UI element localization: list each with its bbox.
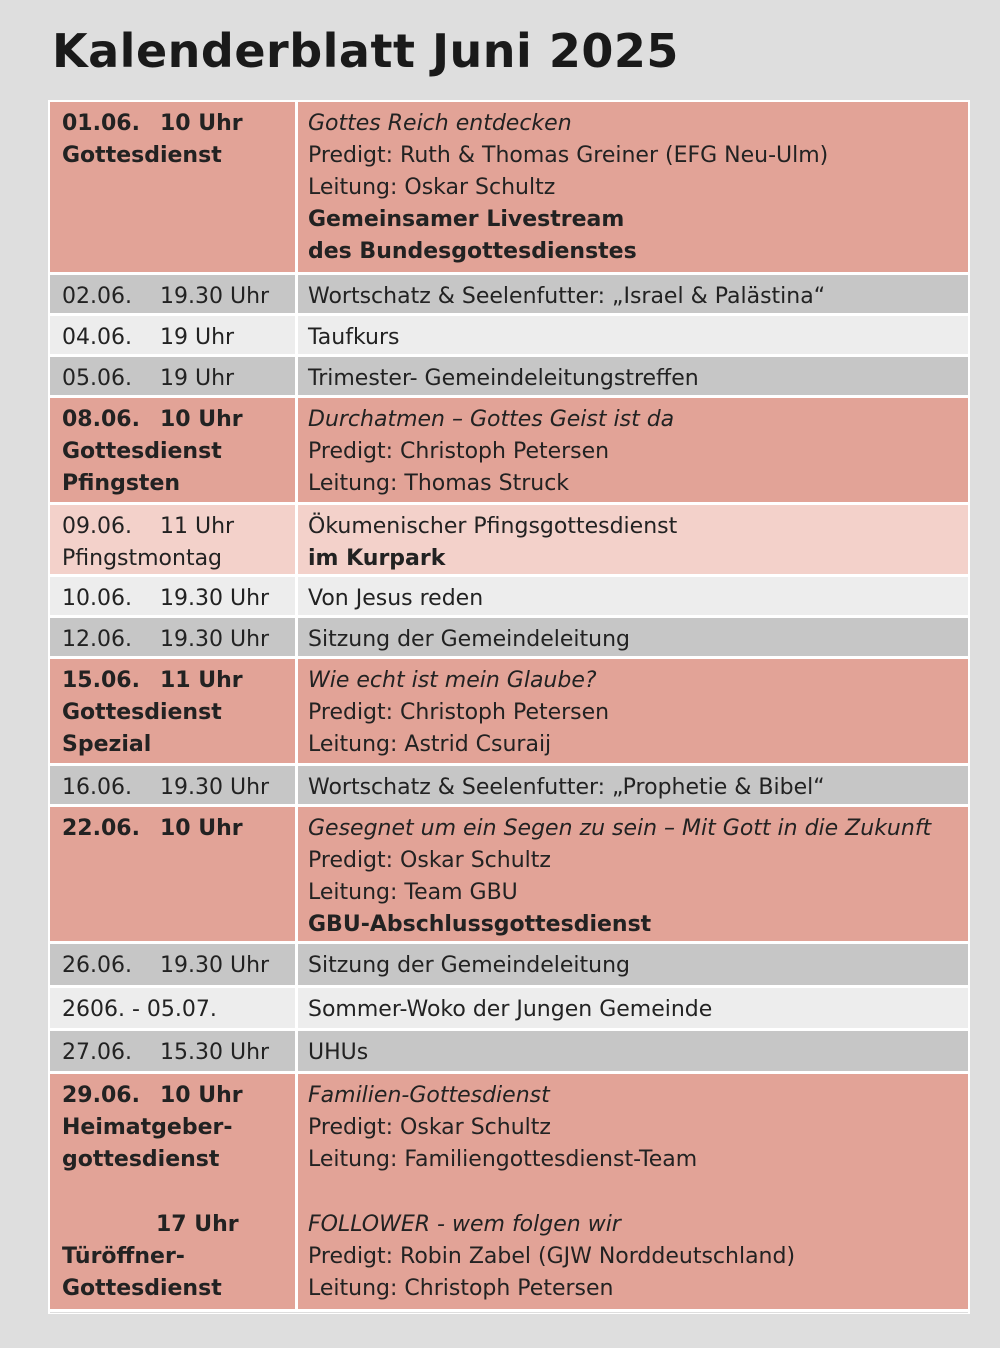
date-cell bbox=[50, 398, 298, 502]
date-cell bbox=[50, 766, 298, 804]
service-label: Gottesdienst bbox=[62, 143, 222, 168]
preacher: Predigt: Oskar Schultz bbox=[308, 848, 551, 873]
service-label: Türöffner- bbox=[62, 1244, 185, 1269]
service-theme: Durchatmen – Gottes Geist ist da bbox=[308, 407, 675, 432]
leader: Leitung: Astrid Csuraij bbox=[308, 732, 552, 757]
event-time: 19.30 Uhr bbox=[160, 775, 270, 800]
page-title: Kalenderblatt Juni 2025 bbox=[52, 24, 679, 78]
date-cell bbox=[50, 988, 298, 1028]
event-time: 10 Uhr bbox=[160, 407, 243, 432]
calendar-row bbox=[50, 659, 968, 766]
details-cell bbox=[298, 275, 968, 313]
service-label: Gottesdienst bbox=[62, 439, 222, 464]
calendar-row bbox=[50, 102, 968, 275]
event-date: 26.06. bbox=[62, 953, 132, 978]
date-cell bbox=[50, 577, 298, 615]
leader: Leitung: Christoph Petersen bbox=[308, 1276, 614, 1301]
preacher: Predigt: Oskar Schultz bbox=[308, 1115, 551, 1140]
event-title: Ökumenischer Pfingsgottesdienst bbox=[308, 514, 678, 539]
event-date: 10.06. bbox=[62, 586, 132, 611]
event-time: 19.30 Uhr bbox=[160, 586, 270, 611]
event-time: 19 Uhr bbox=[160, 366, 235, 391]
service-theme: Gottes Reich entdecken bbox=[308, 111, 572, 136]
event-time: 10 Uhr bbox=[160, 1083, 243, 1108]
event-date: 29.06. bbox=[62, 1083, 140, 1108]
event-title: Sitzung der Gemeindeleitung bbox=[308, 953, 630, 978]
calendar-row bbox=[50, 357, 968, 398]
details-cell bbox=[298, 398, 968, 502]
date-cell bbox=[50, 505, 298, 574]
event-time: 10 Uhr bbox=[160, 816, 243, 841]
details-cell bbox=[298, 807, 968, 941]
event-time: 19.30 Uhr bbox=[160, 284, 270, 309]
calendar-row bbox=[50, 944, 968, 988]
calendar-table bbox=[48, 100, 970, 1314]
service-theme: FOLLOWER - wem folgen wir bbox=[308, 1212, 621, 1237]
date-cell bbox=[50, 1074, 298, 1309]
date-cell bbox=[50, 1031, 298, 1071]
leader: Leitung: Team GBU bbox=[308, 880, 518, 905]
preacher: Predigt: Christoph Petersen bbox=[308, 439, 610, 464]
event-date: 22.06. bbox=[62, 816, 140, 841]
service-theme: Wie echt ist mein Glaube? bbox=[308, 668, 597, 693]
leader: Leitung: Oskar Schultz bbox=[308, 175, 556, 200]
service-theme: Gesegnet um ein Segen zu sein – Mit Gott in die Zukunft bbox=[308, 816, 932, 841]
event-date: 05.06. bbox=[62, 366, 132, 391]
details-cell bbox=[298, 357, 968, 395]
event-date: 2606. - 05.07. bbox=[62, 997, 217, 1022]
calendar-row bbox=[50, 766, 968, 807]
event-time: 15.30 Uhr bbox=[160, 1040, 270, 1065]
calendar-row bbox=[50, 275, 968, 316]
calendar-row bbox=[50, 505, 968, 577]
event-time: 19.30 Uhr bbox=[160, 953, 270, 978]
details-cell bbox=[298, 659, 968, 763]
calendar-row bbox=[50, 316, 968, 357]
details-cell bbox=[298, 102, 968, 272]
event-title: Trimester- Gemeindeleitungstreffen bbox=[308, 366, 699, 391]
event-note: des Bundesgottesdienstes bbox=[308, 239, 637, 264]
event-date: 02.06. bbox=[62, 284, 132, 309]
preacher: Predigt: Robin Zabel (GJW Norddeutschland) bbox=[308, 1244, 796, 1269]
event-title: Sommer-Woko der Jungen Gemeinde bbox=[308, 997, 713, 1022]
event-subtitle: Pfingstmontag bbox=[62, 546, 223, 571]
event-date: 09.06. bbox=[62, 514, 132, 539]
details-cell bbox=[298, 618, 968, 656]
date-cell bbox=[50, 618, 298, 656]
event-time: 19.30 Uhr bbox=[160, 627, 270, 652]
event-title: Wortschatz & Seelenfutter: „Israel & Palästina“ bbox=[308, 284, 826, 309]
details-cell bbox=[298, 988, 968, 1028]
calendar-row bbox=[50, 807, 968, 944]
calendar-row bbox=[50, 1074, 968, 1312]
event-date: 01.06. bbox=[62, 111, 140, 136]
date-cell bbox=[50, 944, 298, 985]
calendar-row bbox=[50, 1031, 968, 1074]
event-title: UHUs bbox=[308, 1040, 369, 1065]
date-cell bbox=[50, 807, 298, 941]
event-title: Von Jesus reden bbox=[308, 586, 484, 611]
event-time: 11 Uhr bbox=[160, 514, 235, 539]
date-cell bbox=[50, 102, 298, 272]
event-note: Gemeinsamer Livestream bbox=[308, 207, 625, 232]
calendar-row bbox=[50, 398, 968, 505]
details-cell bbox=[298, 316, 968, 354]
event-title: Sitzung der Gemeindeleitung bbox=[308, 627, 630, 652]
event-time: 17 Uhr bbox=[156, 1212, 239, 1237]
event-date: 16.06. bbox=[62, 775, 132, 800]
event-time: 11 Uhr bbox=[160, 668, 243, 693]
date-cell bbox=[50, 275, 298, 313]
date-cell bbox=[50, 659, 298, 763]
calendar-row bbox=[50, 577, 968, 618]
details-cell bbox=[298, 577, 968, 615]
calendar-row bbox=[50, 988, 968, 1031]
service-label: Gottesdienst bbox=[62, 700, 222, 725]
calendar-row bbox=[50, 618, 968, 659]
event-title: Taufkurs bbox=[308, 325, 400, 350]
event-date: 04.06. bbox=[62, 325, 132, 350]
event-date: 12.06. bbox=[62, 627, 132, 652]
service-label: gottesdienst bbox=[62, 1147, 220, 1172]
leader: Leitung: Familiengottesdienst-Team bbox=[308, 1147, 698, 1172]
service-label: Gottesdienst bbox=[62, 1276, 222, 1301]
service-label: Pfingsten bbox=[62, 471, 181, 496]
preacher: Predigt: Ruth & Thomas Greiner (EFG Neu-Ulm) bbox=[308, 143, 829, 168]
event-date: 15.06. bbox=[62, 668, 140, 693]
event-date: 27.06. bbox=[62, 1040, 132, 1065]
event-note: GBU-Abschlussgottesdienst bbox=[308, 912, 652, 937]
event-time: 19 Uhr bbox=[160, 325, 235, 350]
event-time: 10 Uhr bbox=[160, 111, 243, 136]
event-note: im Kurpark bbox=[308, 546, 446, 571]
service-theme: Familien-Gottesdienst bbox=[308, 1083, 550, 1108]
details-cell bbox=[298, 505, 968, 574]
details-cell bbox=[298, 1031, 968, 1071]
details-cell bbox=[298, 1074, 968, 1309]
service-label: Spezial bbox=[62, 732, 152, 757]
details-cell bbox=[298, 766, 968, 804]
preacher: Predigt: Christoph Petersen bbox=[308, 700, 610, 725]
event-date: 08.06. bbox=[62, 407, 140, 432]
date-cell bbox=[50, 316, 298, 354]
service-label: Heimatgeber- bbox=[62, 1115, 233, 1140]
date-cell bbox=[50, 357, 298, 395]
event-title: Wortschatz & Seelenfutter: „Prophetie & Bibel“ bbox=[308, 775, 825, 800]
leader: Leitung: Thomas Struck bbox=[308, 471, 570, 496]
details-cell bbox=[298, 944, 968, 985]
